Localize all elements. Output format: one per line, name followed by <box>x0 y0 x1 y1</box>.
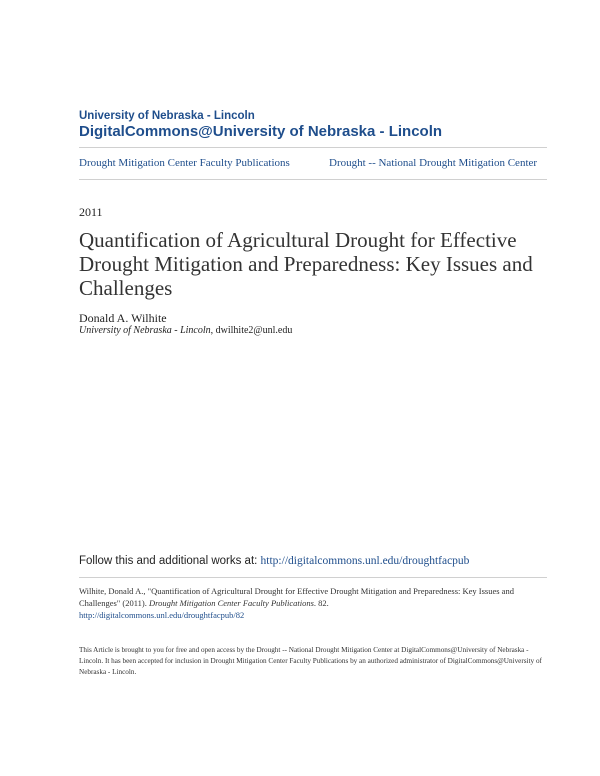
affiliation-text: University of Nebraska - Lincoln <box>79 325 211 336</box>
follow-link[interactable]: http://digitalcommons.unl.edu/droughtfacpub <box>260 555 470 567</box>
citation-text: Wilhite, Donald A., "Quantification of Agricultural Drought for Effective Drought Mitigation and Preparedness: Key Issues and Challenges" (2011). <box>79 586 514 608</box>
author-email: , dwilhite2@unl.edu <box>210 325 293 336</box>
collection-link[interactable]: Drought Mitigation Center Faculty Publications <box>79 157 290 169</box>
citation-volume: . 82. <box>313 598 329 608</box>
institution-name[interactable]: University of Nebraska - Lincoln <box>79 110 255 122</box>
author-name: Donald A. Wilhite <box>79 311 167 325</box>
follow-text: Follow this and additional works at: <box>79 555 261 567</box>
author-affiliation <box>79 325 292 336</box>
access-notice: This Article is brought to you for free and open access by the Drought -- National Drought Mitigation Center at DigitalCommons@University of Nebraska - Lincoln. It has been accepted for inclusion in Drought Mitigation Center Faculty Publications by an authorized administrator of DigitalCommons@University of Nebraska - Lincoln. <box>79 646 542 676</box>
citation-block <box>79 585 549 621</box>
citation-journal: Drought Mitigation Center Faculty Publications <box>148 598 314 608</box>
parent-collection-link[interactable]: Drought -- National Drought Mitigation Center <box>329 157 538 169</box>
citation-link[interactable]: http://digitalcommons.unl.edu/droughtfacpub/82 <box>79 610 245 620</box>
publication-year: 2011 <box>79 205 103 219</box>
divider-top <box>79 147 547 148</box>
divider-middle <box>79 577 547 578</box>
follow-line <box>79 555 469 567</box>
divider-bottom <box>79 179 547 180</box>
article-title: Quantification of Agricultural Drought for Effective Drought Mitigation and Preparedness: Key Issues and Challenges <box>79 228 533 300</box>
repository-name[interactable]: DigitalCommons@University of Nebraska - Lincoln <box>79 123 443 140</box>
